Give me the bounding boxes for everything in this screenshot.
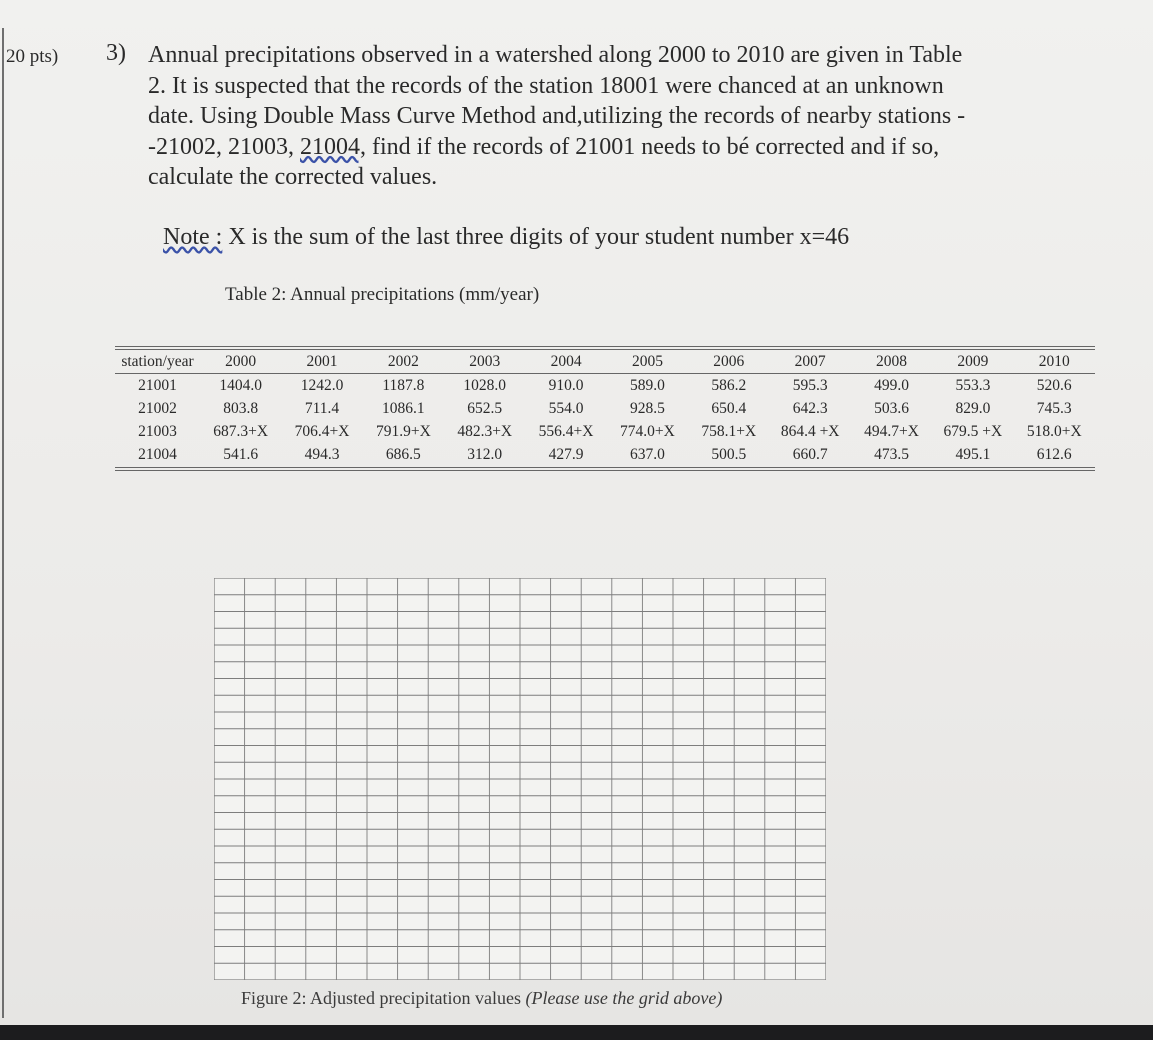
station-id-cell: 21002 bbox=[138, 399, 177, 417]
graph-grid bbox=[214, 578, 826, 980]
header-station-year: station/year bbox=[121, 352, 194, 370]
table-body bbox=[115, 374, 1095, 466]
header-year: 2008 bbox=[876, 352, 908, 370]
precip-cell: 541.6 bbox=[223, 445, 259, 463]
precip-cell: 864.4 +X bbox=[780, 422, 840, 440]
screen-bezel bbox=[0, 1025, 1153, 1040]
table-rule bbox=[115, 470, 1095, 471]
precip-cell: 803.8 bbox=[223, 399, 259, 417]
table-caption: Table 2: Annual precipitations (mm/year) bbox=[225, 284, 540, 305]
note bbox=[163, 224, 849, 251]
note-text: X is the sum of the last three digits of your student number x=46 bbox=[222, 224, 850, 250]
precip-cell: 1404.0 bbox=[219, 376, 262, 394]
precip-cell: 556.4+X bbox=[538, 422, 594, 440]
question-line-5: calculate the corrected values. bbox=[148, 164, 438, 190]
table-row bbox=[115, 397, 1095, 420]
precip-cell: 553.3 bbox=[955, 376, 991, 394]
table-row bbox=[115, 420, 1095, 443]
grid-canvas bbox=[214, 578, 826, 980]
precip-cell: 503.6 bbox=[874, 399, 909, 417]
question-line-4: -21002, 21003, 21004, find if the records of 21001 needs to bé corrected and if so, bbox=[148, 133, 940, 160]
table-header-row bbox=[115, 350, 1095, 373]
table-row bbox=[115, 374, 1095, 397]
question-line-1: Annual precipitations observed in a watershed along 2000 to 2010 are given in Table bbox=[148, 42, 963, 68]
figure-caption-italic: (Please use the grid above) bbox=[525, 988, 723, 1008]
question-line-2: 2. It is suspected that the records of the station 18001 were chanced at an unknown bbox=[148, 72, 944, 99]
precip-cell: 595.3 bbox=[792, 376, 828, 394]
header-year: 2007 bbox=[794, 352, 826, 370]
precip-cell: 679.5 +X bbox=[943, 422, 1003, 440]
precip-cell: 910.0 bbox=[548, 376, 584, 394]
precip-cell: 774.0+X bbox=[620, 422, 675, 440]
station-id-cell: 21003 bbox=[138, 422, 177, 440]
precip-cell: 482.3+X bbox=[457, 422, 513, 440]
question-text bbox=[148, 40, 1048, 193]
precip-cell: 711.4 bbox=[304, 399, 340, 417]
precip-cell: 791.9+X bbox=[375, 422, 431, 440]
precip-cell: 687.3+X bbox=[213, 422, 269, 440]
precip-cell: 427.9 bbox=[548, 445, 584, 463]
header-year: 2004 bbox=[550, 352, 582, 370]
precipitation-table bbox=[115, 346, 1095, 471]
header-year: 2000 bbox=[225, 352, 257, 370]
precip-cell: 495.1 bbox=[955, 445, 991, 463]
precip-cell: 494.7+X bbox=[864, 422, 919, 440]
question-number: 3) bbox=[106, 40, 126, 66]
note-label: Note : bbox=[163, 224, 223, 250]
precip-cell: 494.3 bbox=[304, 445, 340, 463]
table-rule bbox=[115, 467, 1095, 468]
header-year: 2002 bbox=[387, 352, 419, 370]
table-row bbox=[115, 443, 1095, 466]
precip-cell: 1086.1 bbox=[382, 399, 425, 417]
precip-cell: 829.0 bbox=[955, 399, 991, 417]
station-id-cell: 21004 bbox=[138, 445, 177, 463]
precip-cell: 652.5 bbox=[467, 399, 503, 417]
precip-cell: 1028.0 bbox=[463, 376, 507, 394]
precip-cell: 642.3 bbox=[792, 399, 828, 417]
precip-cell: 686.5 bbox=[385, 445, 421, 463]
header-year: 2009 bbox=[957, 352, 989, 370]
figure-caption bbox=[241, 988, 722, 1009]
precip-cell: 1242.0 bbox=[300, 376, 344, 394]
header-year: 2010 bbox=[1038, 352, 1070, 370]
station-id-cell: 21001 bbox=[138, 376, 177, 394]
margin-line bbox=[2, 28, 4, 1018]
precip-cell: 660.7 bbox=[792, 445, 828, 463]
precip-cell: 745.3 bbox=[1036, 399, 1072, 417]
precip-cell: 612.6 bbox=[1036, 445, 1072, 463]
points-label: 20 pts) bbox=[6, 46, 59, 67]
header-year: 2005 bbox=[631, 352, 663, 370]
header-year: 2006 bbox=[713, 352, 745, 370]
precip-cell: 586.2 bbox=[711, 376, 747, 394]
figure-caption-main: Figure 2: Adjusted precipitation values bbox=[241, 988, 526, 1008]
precip-cell: 518.0+X bbox=[1026, 422, 1082, 440]
precip-cell: 500.5 bbox=[711, 445, 747, 463]
underlined-station: 21004, bbox=[300, 133, 366, 160]
table-rule bbox=[115, 346, 1095, 347]
header-year: 2001 bbox=[306, 352, 338, 370]
precip-cell: 928.5 bbox=[630, 399, 665, 417]
precip-cell: 637.0 bbox=[630, 445, 665, 463]
precip-cell: 499.0 bbox=[874, 376, 909, 394]
precip-cell: 520.6 bbox=[1036, 376, 1072, 394]
precip-cell: 589.0 bbox=[630, 376, 665, 394]
precip-cell: 650.4 bbox=[711, 399, 747, 417]
precip-cell: 554.0 bbox=[548, 399, 584, 417]
precip-cell: 706.4+X bbox=[294, 422, 350, 440]
precip-cell: 473.5 bbox=[874, 445, 909, 463]
question-line-3: date. Using Double Mass Curve Method and,utilizing the records of nearby stations - bbox=[148, 103, 966, 129]
header-year: 2003 bbox=[469, 352, 501, 370]
precip-cell: 758.1+X bbox=[701, 422, 757, 440]
precip-cell: 1187.8 bbox=[382, 376, 425, 394]
precip-cell: 312.0 bbox=[467, 445, 503, 463]
